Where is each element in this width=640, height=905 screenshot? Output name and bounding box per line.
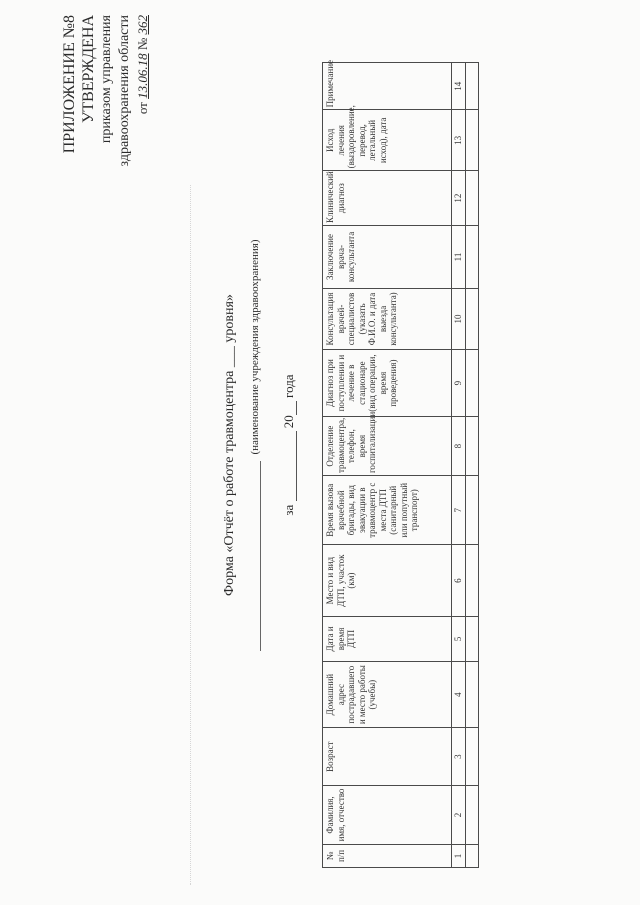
period-suffix: года <box>281 374 296 398</box>
column-header: Консультация врачей-специалистов (указать Ф.И.О. и дата выезда консультанта) <box>323 289 452 350</box>
column-number: 13 <box>452 110 466 171</box>
column-number-row <box>452 63 466 868</box>
column-header: Диагноз при поступлении и лечение в стационаре (вид операции, время проведения) <box>323 349 452 416</box>
empty-cell <box>466 225 479 288</box>
year-blank <box>296 401 297 415</box>
approval-date-line <box>134 15 152 215</box>
column-number: 2 <box>452 786 466 845</box>
column-number: 8 <box>452 417 466 476</box>
column-header: Отделение травмоцентра, телефон, время госпитализации <box>323 417 452 476</box>
empty-cell <box>466 616 479 661</box>
scan-artifact-line <box>190 185 191 885</box>
table-row <box>466 63 479 868</box>
form-period <box>281 185 297 705</box>
period-year-prefix: 20 <box>281 415 296 429</box>
column-header: Исход лечения (выздоровление, перевод, летальный исход), дата <box>323 110 452 171</box>
empty-cell <box>466 417 479 476</box>
column-number: 9 <box>452 349 466 416</box>
empty-cell <box>466 289 479 350</box>
column-header: Клинический диагноз <box>323 171 452 226</box>
column-header: Фамилия, имя, отчество <box>323 786 452 845</box>
column-number: 7 <box>452 476 466 545</box>
column-number: 14 <box>452 63 466 110</box>
column-header: Дата и время ДТП <box>323 616 452 661</box>
column-header: Примечание <box>323 63 452 110</box>
institution-underline <box>260 461 261 651</box>
empty-cell <box>466 63 479 110</box>
approval-line-1: приказом управления <box>99 15 114 144</box>
number-prefix: № <box>135 37 150 51</box>
empty-cell <box>466 110 479 171</box>
form-title: Форма «Отчёт о работе травмоцентра ___ уровня» <box>222 294 237 596</box>
approval-line-2: здравоохранения области <box>117 15 132 167</box>
empty-cell <box>466 171 479 226</box>
column-header: Время вызова врачебной бригады, вид эвакуации в травмоцентр с места ДТП (санитарный или попутный транспорт) <box>323 476 452 545</box>
period-prefix: за <box>281 504 296 516</box>
column-number: 5 <box>452 616 466 661</box>
empty-cell <box>466 844 479 867</box>
column-header: Заключение врача-консультанта <box>323 225 452 288</box>
column-number: 6 <box>452 545 466 616</box>
column-number: 12 <box>452 171 466 226</box>
column-header: Место и вид ДТП, участок (км) <box>323 545 452 616</box>
annex-label: ПРИЛОЖЕНИЕ №8 <box>61 15 78 154</box>
approval-block <box>60 15 152 215</box>
table-header-row <box>323 63 452 868</box>
empty-cell <box>466 728 479 786</box>
approval-date: 13.06.18 <box>135 53 150 99</box>
empty-cell <box>466 545 479 616</box>
date-prefix: от <box>135 102 150 115</box>
column-header: Возраст <box>323 728 452 786</box>
empty-cell <box>466 786 479 845</box>
form-subtitle: (наименование учреждения здравоохранения) <box>249 239 261 455</box>
report-table <box>322 59 479 868</box>
column-number: 4 <box>452 662 466 728</box>
approval-number: 362 <box>135 15 150 35</box>
column-number: 1 <box>452 844 466 867</box>
empty-cell <box>466 476 479 545</box>
form-subtitle-line <box>249 185 261 705</box>
empty-cell <box>466 662 479 728</box>
column-number: 10 <box>452 289 466 350</box>
empty-cell <box>466 349 479 416</box>
column-number: 3 <box>452 728 466 786</box>
column-header: № п/п <box>323 844 452 867</box>
period-blank <box>296 431 297 501</box>
approved-label: УТВЕРЖДЕНА <box>80 15 97 124</box>
column-number: 11 <box>452 225 466 288</box>
column-header: Домашний адрес пострадавшего и место работы (учебы) <box>323 662 452 728</box>
